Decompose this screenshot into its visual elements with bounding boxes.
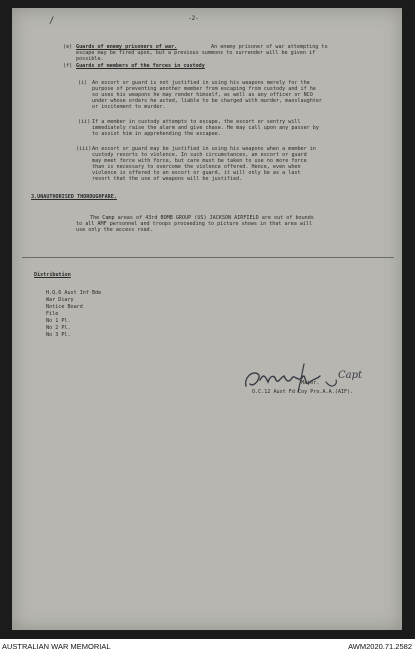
distribution-item: No 1 Pl. bbox=[46, 318, 71, 324]
signature-unit: O.C.12 Aust Fd Coy Pro.A.A.(AIF). bbox=[252, 389, 354, 395]
signature-rank: Major. bbox=[301, 380, 320, 386]
subsection-i-line: purpose of preventing another member from escaping from custody and if he bbox=[92, 86, 316, 92]
subsection-iii-line: resort that the use of weapons will be justified. bbox=[92, 176, 243, 182]
footer-accession-number: AWM2020.71.2582 bbox=[348, 642, 412, 651]
subsection-ii-line: immediately raise the alarm and give chase. He may call upon any passer by bbox=[92, 125, 319, 131]
section-divider bbox=[22, 257, 394, 258]
document-body bbox=[12, 8, 402, 630]
subsection-i-line: An escort or guard is not justified in using his weapons merely for the bbox=[92, 80, 310, 86]
subsection-i-line: so uses his weapons he may render himself, as well as any officer or NCO bbox=[92, 92, 313, 98]
subsection-ii-line: If a member in custody attempts to escape, the escort or sentry will bbox=[92, 119, 301, 125]
footer-institution: AUSTRALIAN WAR MEMORIAL bbox=[2, 642, 111, 651]
archive-footer bbox=[0, 639, 415, 653]
document-page bbox=[12, 8, 402, 630]
subsection-i-line: under whose orders he acted, liable to be charged with murder, manslaughter bbox=[92, 98, 323, 104]
distribution-item: File bbox=[46, 311, 59, 317]
distribution-item: No 2 Pl. bbox=[46, 325, 71, 331]
subsection-i-line: or incitement to murder. bbox=[92, 104, 166, 110]
section-e-heading: Guards of enemy prisoners of war. bbox=[76, 44, 178, 50]
subsection-iii-label: (iii) bbox=[76, 146, 92, 152]
section-3-line: to all AMF personnel and troops proceeding to picture shows in that area will bbox=[76, 221, 313, 227]
handwritten-tick-mark: / bbox=[49, 16, 55, 26]
section-3-line: The Camp areas of 43rd BOMB GROUP (US) JACKSON AIRFIELD are out of bounds bbox=[90, 215, 314, 221]
section-3-line: use only the access road. bbox=[76, 227, 153, 233]
distribution-heading: Distribution bbox=[34, 272, 71, 278]
distribution-item: H.Q.6 Aust Inf Bde bbox=[46, 290, 102, 296]
section-e-line: escape may be fired upon, but a previous summons to surrender will be given if bbox=[76, 50, 316, 56]
section-e-line: possible. bbox=[76, 56, 104, 62]
subsection-i-label: (i) bbox=[78, 80, 88, 86]
subsection-ii-line: to assist him in apprehending the escapee. bbox=[92, 131, 221, 137]
distribution-item: No 3 Pl. bbox=[46, 332, 71, 338]
section-e-label: (e) bbox=[63, 44, 73, 50]
section-f-label: (f) bbox=[63, 63, 73, 69]
subsection-iii-line: violence is offered to an escort or guard, it will only be as a last bbox=[92, 170, 301, 176]
page-number: -2- bbox=[188, 15, 199, 22]
subsection-ii-label: (ii) bbox=[78, 119, 91, 125]
signature-capt-text: Capt bbox=[338, 370, 363, 381]
distribution-item: War Diary bbox=[46, 297, 74, 303]
subsection-iii-line: An escort or guard may be justified in using his weapons when a member in bbox=[92, 146, 316, 152]
distribution-item: Notice Board bbox=[46, 304, 83, 310]
section-3-heading: 3.UNAUTHORISED THOROUGHFARE. bbox=[31, 194, 117, 200]
subsection-iii-line: custody resorts to violence. In such circumstances, an escort or guard bbox=[92, 152, 307, 158]
subsection-iii-line: than is necessary to overcome the violence offered. Hence, even when bbox=[92, 164, 301, 170]
section-e-line: An enemy prisoner of war attempting to bbox=[211, 44, 328, 50]
section-f-heading: Guards of members of the forces in custody bbox=[76, 63, 205, 69]
subsection-iii-line: may meet force with force, but care must be taken to use no more force bbox=[92, 158, 307, 164]
